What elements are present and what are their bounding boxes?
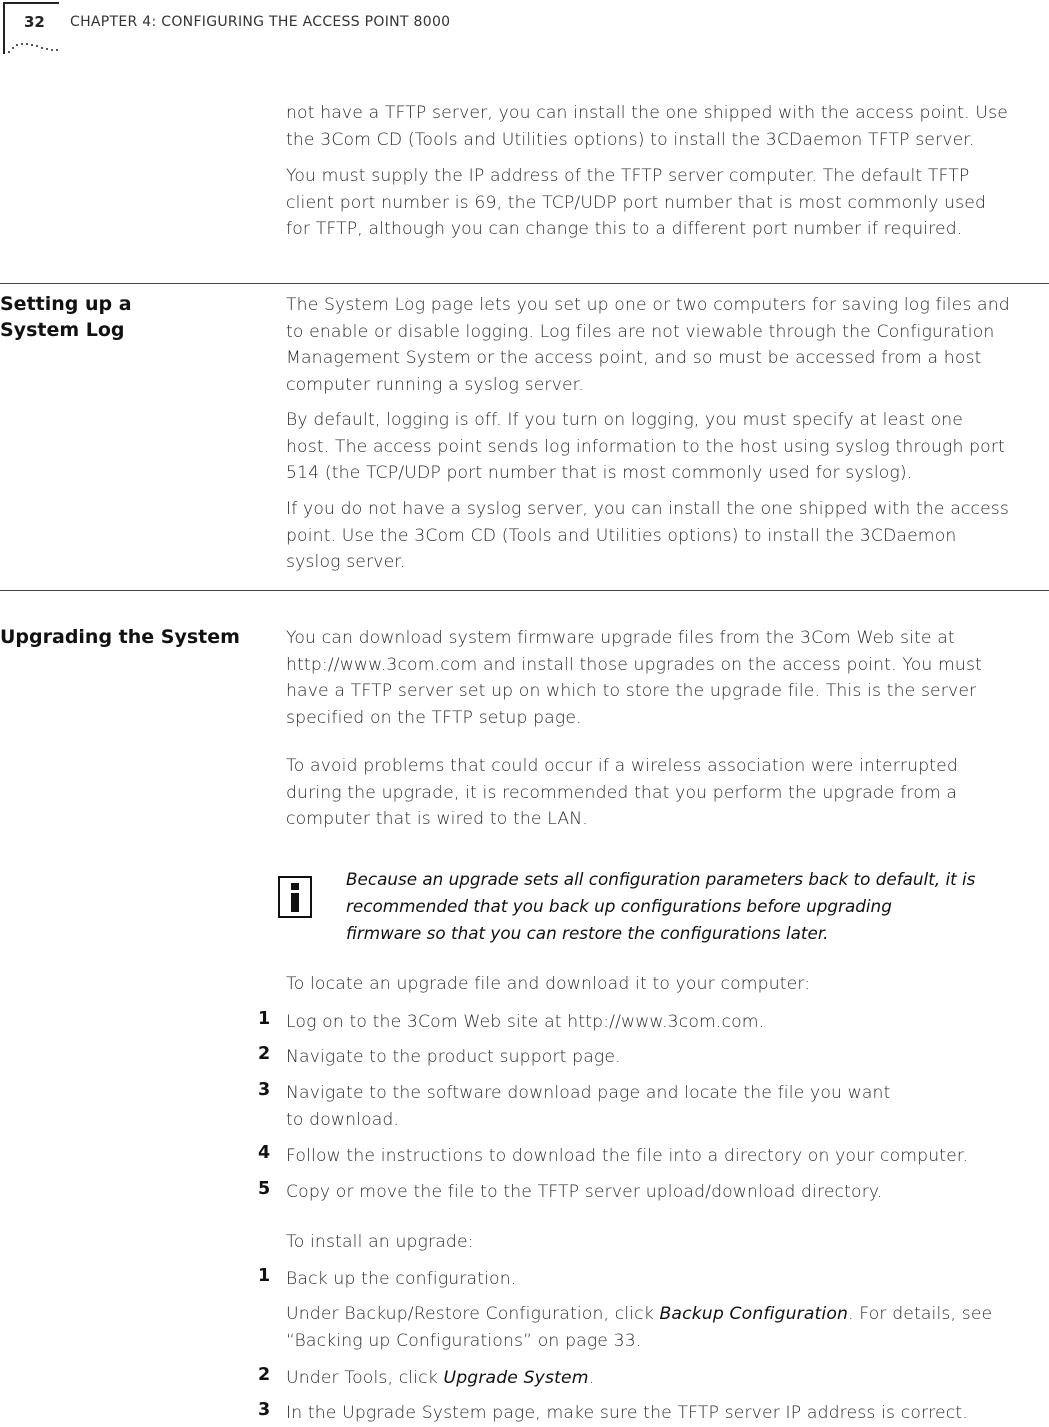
intro-paragraph-1: [286, 100, 1046, 153]
text-line: for TFTP, although you can change this to a different port number if required.: [286, 219, 963, 239]
text-line: to download.: [286, 1109, 400, 1130]
install-step-2: [286, 1365, 1046, 1392]
install-intro: To install an upgrade:: [286, 1232, 474, 1252]
text-line: specified on the TFTP setup page.: [286, 707, 582, 728]
backup-configuration-link[interactable]: Backup Configuration: [659, 1304, 849, 1324]
step-number: 3: [258, 1080, 271, 1100]
intro-paragraph-2: [286, 163, 1046, 243]
text-line: the 3Com CD (Tools and Utilities options) to install the 3CDaemon TFTP server.: [286, 129, 975, 150]
page-corner-top-rule: [3, 2, 59, 4]
page-number: 32: [24, 13, 45, 31]
heading-line: System Log: [0, 319, 125, 341]
download-intro: To locate an upgrade file and download it to your computer:: [286, 974, 811, 994]
text-line: Management System or the access point, and so must be accessed from a host: [286, 348, 982, 368]
text-line: http://www.3com.com and install those upgrades on the access point. You must: [286, 654, 982, 675]
text-line: The System Log page lets you set up one or two computers for saving log files and: [286, 295, 1010, 315]
text-line: Navigate to the software download page and locate the file you want: [286, 1083, 891, 1103]
text-line: computer running a syslog server.: [286, 374, 584, 395]
download-step-1: Log on to the 3Com Web site at http://www.3com.com.: [286, 1012, 765, 1032]
text-line: [286, 1301, 1046, 1328]
download-step-4: Follow the instructions to download the file into a directory on your computer.: [286, 1146, 969, 1166]
install-step-3: In the Upgrade System page, make sure the TFTP server IP address is correct.: [286, 1403, 968, 1423]
text-line: point. Use the 3Com CD (Tools and Utilities options) to install the 3CDaemon: [286, 525, 957, 546]
upgrade-system-link[interactable]: Upgrade System: [443, 1368, 589, 1388]
download-step-2: Navigate to the product support page.: [286, 1047, 621, 1067]
heading-line: Setting up a: [0, 293, 132, 315]
step-number: 1: [258, 1266, 271, 1286]
step-number: 3: [258, 1400, 271, 1420]
note-line: firmware so that you can restore the configurations later.: [346, 923, 829, 943]
text-line: You must supply the IP address of the TFTP server computer. The default TFTP: [286, 166, 970, 186]
step-number: 1: [258, 1009, 271, 1029]
section-divider: [0, 590, 1049, 591]
step-text: .: [588, 1368, 595, 1388]
text-line: By default, logging is off. If you turn on logging, you must specify at least one: [286, 410, 964, 430]
text-line: host. The access point sends log information to the host using syslog through port: [286, 436, 1005, 457]
note-line: Because an upgrade sets all configuration parameters back to default, it is: [346, 869, 976, 889]
text-line: You can download system firmware upgrade files from the 3Com Web site at: [286, 628, 955, 648]
upgrade-paragraph-1: [286, 625, 1046, 731]
section-heading-upgrade: Upgrading the System: [0, 626, 240, 648]
step-number: 2: [258, 1365, 271, 1385]
text-line: If you do not have a syslog server, you can install the one shipped with the access: [286, 499, 1010, 519]
step-number: 5: [258, 1179, 271, 1199]
section-divider: [0, 283, 1049, 284]
info-icon: [278, 876, 312, 918]
step-number: 2: [258, 1044, 271, 1064]
upgrade-note: [346, 866, 1046, 947]
text-line: syslog server.: [286, 552, 406, 572]
backup-detail: [286, 1301, 1046, 1354]
text-line: client port number is 69, the TCP/UDP port number that is most commonly used: [286, 192, 987, 213]
backup-detail-text: . For details, see: [848, 1304, 993, 1324]
syslog-paragraph-2: [286, 407, 1046, 487]
page-corner-dots: [7, 40, 61, 54]
cross-reference[interactable]: “Backing up Configurations” on page 33.: [286, 1330, 642, 1351]
upgrade-paragraph-2: [286, 753, 1046, 833]
section-heading-syslog: [0, 291, 132, 343]
download-step-5: Copy or move the file to the TFTP server upload/download directory.: [286, 1182, 883, 1202]
step-text: Under Tools, click: [286, 1368, 444, 1388]
text-line: not have a TFTP server, you can install the one shipped with the access point. Use: [286, 103, 1008, 123]
text-line: to enable or disable logging. Log files are not viewable through the Configuration: [286, 321, 995, 342]
text-line: have a TFTP server set up on which to store the upgrade file. This is the server: [286, 681, 977, 701]
note-line: recommended that you back up configurations before upgrading: [346, 896, 892, 916]
page-corner-left-rule: [3, 2, 5, 54]
text-line: computer that is wired to the LAN.: [286, 809, 588, 829]
text-line: To avoid problems that could occur if a wireless association were interrupted: [286, 756, 958, 776]
text-line: during the upgrade, it is recommended that you perform the upgrade from a: [286, 782, 958, 803]
syslog-paragraph-1: [286, 292, 1046, 398]
syslog-paragraph-3: [286, 496, 1046, 576]
download-step-3: [286, 1080, 1046, 1133]
step-number: 4: [258, 1143, 271, 1163]
backup-detail-text: Under Backup/Restore Configuration, click: [286, 1304, 660, 1324]
chapter-header: CHAPTER 4: CONFIGURING THE ACCESS POINT 8000: [70, 14, 451, 30]
install-step-1: Back up the configuration.: [286, 1269, 517, 1289]
text-line: 514 (the TCP/UDP port number that is most commonly used for syslog).: [286, 463, 913, 483]
